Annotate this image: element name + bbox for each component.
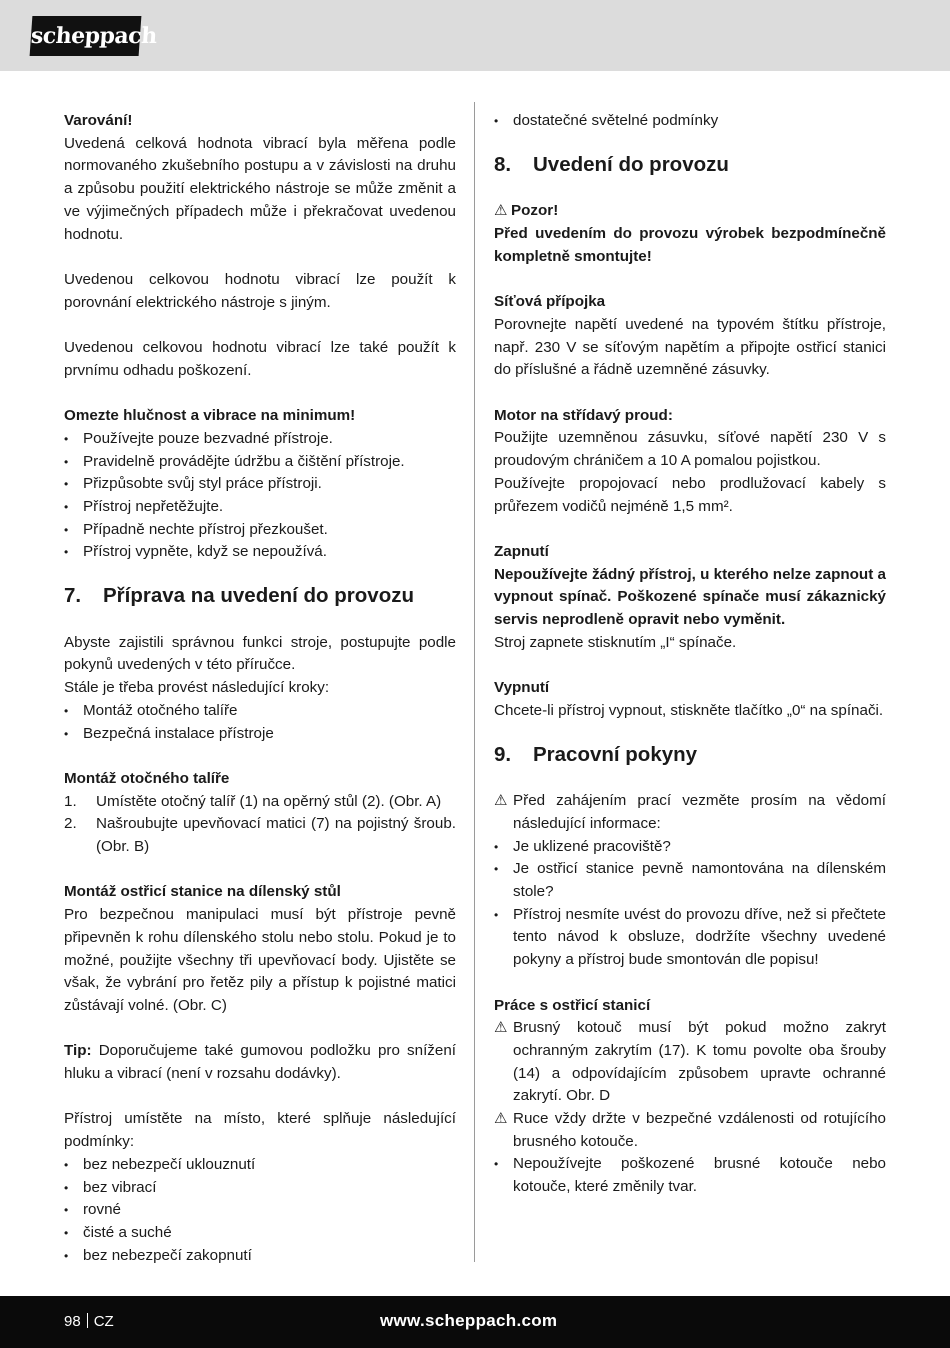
sec7-steps-intro: Stále je třeba provést následující kroky: (64, 679, 330, 697)
right-column (494, 110, 886, 1199)
section-title: Pracovní pokyny (533, 742, 698, 766)
section-title: Uvedení do provozu (533, 152, 729, 176)
left-column (64, 110, 456, 1267)
placement-text: Přístroj umístěte na místo, které splňuje následující podmínky: (64, 1110, 456, 1151)
list-item: 2. Našroubujte upevňovací matici (7) na pojistný šroub. (Obr. B) (64, 815, 456, 856)
warning-triangle-icon: ⚠ (494, 1110, 508, 1128)
noise-list (64, 428, 456, 564)
list-item: • Montáž otočného talíře (64, 700, 456, 723)
section-9-heading (494, 742, 886, 768)
sec7-intro: Abyste zajistili správnou funkci stroje, postupujte podle pokynů uvedených v této příručce. (64, 633, 456, 674)
list-item: • čisté a suché (64, 1222, 456, 1245)
work-intro: ⚠ Před zahájením prací vezměte prosím na vědomí následující informace: (494, 792, 886, 832)
warning-triangle-icon: ⚠ (494, 1019, 508, 1037)
bench-text: Pro bezpečnou manipulaci musí být přístroje pevně připevněn k rohu dílenského stolu nebo stolu. Pokud je to možné, použijte všechny tři upevňovací body. Ujistěte se však, že vybrání pro řetěz pily a přístup k pojistné matici zůstávají volné. (Obr. C) (64, 906, 456, 1014)
caution-text: Před uvedením do provozu výrobek bezpodmínečně kompletně smontujte! (494, 225, 886, 265)
sec7-list (64, 700, 456, 745)
station-title: Práce s ostřicí stanicí (494, 996, 651, 1014)
warning-triangle-icon: ⚠ (494, 202, 508, 220)
list-item: • Přizpůsobte svůj styl práce přístroji. (64, 473, 456, 496)
tip-label: Tip: (64, 1042, 92, 1060)
list-item: • dostatečné světelné podmínky (494, 110, 886, 133)
section-number: 7. (64, 584, 82, 608)
mains-title: Síťová přípojka (494, 293, 606, 311)
motor-text-2: Používejte propojovací nebo prodlužovací kabely s průřezem vodičů nejméně 1,5 mm². (494, 474, 886, 515)
list-item: • Přístroj nesmíte uvést do provozu dříve, než si přečtete tento návod k obsluze, dodržíte všechny uvedené pokyny a přístroj bude smontován dle popisu! (494, 904, 886, 972)
section-number: 8. (494, 152, 512, 176)
bench-title: Montáž ostřicí stanice na dílenský stůl (64, 883, 341, 901)
section-number: 9. (494, 742, 512, 766)
list-item: • Bezpečná instalace přístroje (64, 723, 456, 746)
station-warning-1: ⚠ Brusný kotouč musí být pokud možno zakryt ochranným zakrytím (17). K tomu povolte oba šrouby (14) a odpovídajícím způsobem upravte ochranné zakrytí. Obr. D (494, 1019, 886, 1105)
section-8-heading (494, 152, 886, 178)
page-header (0, 0, 950, 71)
list-item: 1. Umístěte otočný talíř (1) na opěrný stůl (2). (Obr. A) (64, 792, 442, 810)
list-item: • Nepoužívejte poškozené brusné kotouče nebo kotouče, které změnily tvar. (494, 1153, 886, 1198)
motor-title: Motor na střídavý proud: (494, 406, 673, 424)
column-divider (474, 102, 475, 1262)
switch-off-text: Chcete-li přístroj vypnout, stiskněte tlačítko „0“ na spínači. (494, 701, 884, 719)
warning-triangle-icon: ⚠ (494, 792, 508, 810)
mount-steps (64, 791, 456, 859)
placement-list (64, 1154, 456, 1268)
light-list (494, 110, 886, 133)
vibration-estimate-text: Uvedenou celkovou hodnotu vibrací lze také použít k prvnímu odhadu poškození. (64, 339, 456, 379)
caution-label: ⚠ Pozor! (494, 200, 886, 223)
list-item: • Používejte pouze bezvadné přístroje. (64, 428, 456, 451)
website-url: www.scheppach.com (380, 1311, 558, 1330)
switch-on-title: Zapnutí (494, 542, 549, 560)
scheppach-logo: scheppach (30, 16, 142, 56)
mains-text: Porovnejte napětí uvedené na typovém štítku přístroje, např. 230 V se síťovým napětím a připojte ostřicí stanici do příslušné a řádně uzemněné zásuvky. (494, 315, 886, 379)
divider (87, 1313, 88, 1328)
tip-text: Tip: Doporučujeme také gumovou podložku pro snížení hluku a vibrací (není v rozsahu dodávky). (64, 1042, 456, 1083)
motor-text-1: Použijte uzemněnou zásuvku, síťové napětí 230 V s proudovým chráničem a 10 A pomalou pojistkou. (494, 429, 886, 470)
switch-off-title: Vypnutí (494, 679, 550, 697)
section-7-heading (64, 583, 456, 609)
station-warning-2: ⚠ Ruce vždy držte v bezpečné vzdálenosti od rotujícího brusného kotouče. (494, 1110, 886, 1150)
list-item: • Je ostřicí stanice pevně namontována na dílenském stole? (494, 858, 886, 903)
list-item: • Je uklizené pracoviště? (494, 836, 886, 859)
work-list (494, 836, 886, 972)
noise-title: Omezte hlučnost a vibrace na minimum! (64, 407, 356, 425)
vibration-compare-text: Uvedenou celkovou hodnotu vibrací lze použít k porovnání elektrického nástroje s jiným. (64, 270, 456, 311)
list-item: • rovné (64, 1199, 456, 1222)
list-item: • Případně nechte přístroj přezkoušet. (64, 519, 456, 542)
section-title: Příprava na uvedení do provozu (103, 584, 414, 608)
warning-text: Uvedená celková hodnota vibrací byla měřena podle normovaného zkušebního postupu a v závislosti na druhu a způsobu použití elektrického nástroje se může změnit a ve výjimečných případech může i překračovat uvedenou hodnotu. (64, 134, 456, 243)
list-item: • Pravidelně provádějte údržbu a čištění přístroje. (64, 451, 456, 474)
switch-on-text: Stroj zapnete stisknutím „I“ spínače. (494, 633, 737, 651)
list-item: • bez nebezpečí uklouznutí (64, 1154, 456, 1177)
station-list (494, 1153, 886, 1198)
list-item: • Přístroj vypněte, když se nepoužívá. (64, 541, 456, 564)
list-item: • bez vibrací (64, 1177, 456, 1200)
switch-on-warning: Nepoužívejte žádný přístroj, u kterého nelze zapnout a vypnout spínač. Poškozené spínače musí zákaznický servis neprodleně opravit nebo vyměnit. (494, 565, 886, 628)
warning-title: Varování! (64, 112, 133, 129)
list-item: • bez nebezpečí zakopnutí (64, 1245, 456, 1268)
mount-title: Montáž otočného talíře (64, 769, 230, 787)
page-number: 98 CZ (64, 1313, 114, 1330)
page-footer (0, 1296, 950, 1348)
list-item: • Přístroj nepřetěžujte. (64, 496, 456, 519)
